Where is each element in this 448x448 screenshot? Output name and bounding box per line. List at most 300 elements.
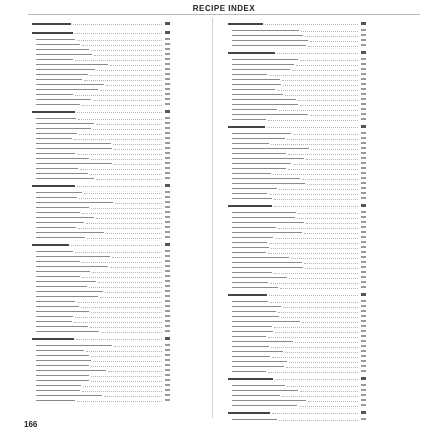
entry-page-mark — [165, 122, 170, 124]
index-entry-line — [228, 299, 366, 303]
entry-text-mark — [232, 89, 275, 90]
entry-page-mark — [165, 211, 170, 213]
entry-text-mark — [232, 212, 296, 213]
entry-page-mark — [165, 275, 170, 277]
index-heading-line — [32, 182, 170, 189]
index-entry-line — [32, 304, 170, 308]
entry-page-mark — [361, 142, 366, 144]
entry-text-mark — [228, 294, 267, 296]
entry-text-mark — [36, 84, 104, 85]
entry-page-mark — [361, 300, 366, 302]
entry-text-mark — [36, 345, 112, 346]
index-entry-line — [228, 369, 366, 373]
index-entry-line — [32, 200, 170, 204]
leader-dots — [300, 391, 358, 392]
leader-dots — [82, 391, 162, 392]
index-entry-line — [228, 107, 366, 111]
entry-page-mark — [361, 256, 366, 258]
entry-page-mark — [361, 360, 366, 362]
index-entry-line — [228, 260, 366, 264]
entry-text-mark — [232, 390, 298, 391]
leader-dots — [93, 361, 162, 362]
index-entry-line — [228, 166, 366, 170]
index-entry-line — [228, 176, 366, 180]
entry-text-mark — [232, 30, 299, 31]
index-entry-line — [228, 186, 366, 190]
entry-page-mark — [165, 167, 170, 169]
index-entry-line — [228, 141, 366, 145]
index-entry-line — [32, 264, 170, 268]
entry-text-mark — [36, 316, 73, 317]
entry-page-mark — [165, 147, 170, 149]
entry-text-mark — [232, 252, 266, 253]
index-entry-line — [32, 190, 170, 194]
index-entry-line — [32, 97, 170, 101]
entry-page-mark — [165, 103, 170, 105]
leader-dots — [74, 139, 162, 140]
entry-text-mark — [36, 227, 76, 228]
index-entry-line — [32, 348, 170, 352]
entry-page-mark — [165, 184, 170, 187]
entry-page-mark — [361, 305, 366, 307]
index-entry-line — [32, 166, 170, 170]
entry-page-mark — [361, 418, 366, 420]
entry-text-mark — [36, 395, 102, 396]
index-heading-line — [228, 375, 366, 382]
entry-text-mark — [232, 133, 291, 134]
entry-text-mark — [232, 385, 285, 386]
entry-text-mark — [36, 123, 94, 124]
leader-dots — [82, 213, 162, 214]
entry-text-mark — [232, 336, 266, 337]
entry-page-mark — [361, 68, 366, 70]
page-number: 166 — [24, 420, 38, 429]
leader-dots — [271, 144, 358, 145]
entry-text-mark — [232, 227, 276, 228]
index-heading-line — [32, 20, 170, 27]
entry-page-mark — [165, 359, 170, 361]
entry-text-mark — [232, 158, 304, 159]
leader-dots — [76, 339, 162, 340]
index-entry-line — [32, 383, 170, 387]
index-entry-line — [228, 210, 366, 214]
leader-dots — [281, 317, 358, 318]
index-entry-line — [32, 92, 170, 96]
leader-dots — [77, 154, 162, 155]
index-entry-line — [32, 388, 170, 392]
title-rule — [28, 14, 420, 15]
entry-page-mark — [361, 73, 366, 75]
entry-text-mark — [232, 316, 279, 317]
leader-dots — [283, 85, 358, 86]
entry-page-mark — [165, 63, 170, 65]
entry-text-mark — [36, 138, 72, 139]
entry-page-mark — [165, 290, 170, 292]
entry-text-mark — [232, 74, 267, 75]
entry-text-mark — [232, 267, 303, 268]
leader-dots — [268, 372, 358, 373]
entry-page-mark — [165, 53, 170, 55]
index-entry-line — [228, 67, 366, 71]
leader-dots — [100, 90, 162, 91]
entry-text-mark — [32, 338, 74, 340]
entry-text-mark — [232, 287, 278, 288]
index-entry-line — [32, 235, 170, 239]
entry-text-mark — [36, 306, 79, 307]
index-heading-line — [228, 123, 366, 130]
leader-dots — [296, 65, 358, 66]
entry-text-mark — [232, 79, 280, 80]
entry-text-mark — [36, 173, 88, 174]
entry-page-mark — [361, 241, 366, 243]
leader-dots — [305, 36, 358, 37]
leader-dots — [300, 60, 358, 61]
entry-text-mark — [36, 370, 106, 371]
index-entry-line — [32, 393, 170, 397]
leader-dots — [302, 322, 358, 323]
leader-dots — [274, 199, 358, 200]
index-entry-line — [32, 220, 170, 224]
leader-dots — [279, 189, 358, 190]
entry-text-mark — [228, 412, 270, 414]
entry-text-mark — [228, 378, 273, 380]
entry-page-mark — [165, 221, 170, 223]
index-entry-line — [32, 314, 170, 318]
leader-dots — [94, 55, 162, 56]
entry-page-mark — [165, 83, 170, 85]
leader-dots — [280, 288, 358, 289]
index-column-right — [228, 18, 366, 418]
entry-text-mark — [36, 133, 77, 134]
entry-page-mark — [361, 137, 366, 139]
entry-page-mark — [361, 172, 366, 174]
leader-dots — [91, 356, 162, 357]
entry-text-mark — [232, 45, 306, 46]
leader-dots — [84, 80, 162, 81]
leader-dots — [271, 248, 358, 249]
index-entry-line — [32, 126, 170, 130]
index-entry-line — [228, 102, 366, 106]
entry-text-mark — [36, 301, 75, 302]
entry-text-mark — [36, 326, 88, 327]
entry-page-mark — [165, 399, 170, 401]
leader-dots — [75, 317, 162, 318]
leader-dots — [91, 381, 162, 382]
entry-text-mark — [36, 69, 95, 70]
entry-text-mark — [228, 52, 275, 54]
leader-dots — [91, 159, 162, 160]
index-heading-line — [32, 335, 170, 342]
leader-dots — [305, 268, 358, 269]
index-entry-line — [32, 254, 170, 258]
entry-page-mark — [165, 162, 170, 164]
leader-dots — [75, 252, 162, 253]
entry-page-mark — [361, 88, 366, 90]
entry-text-mark — [232, 395, 280, 396]
entry-page-mark — [361, 340, 366, 342]
entry-page-mark — [165, 384, 170, 386]
entry-text-mark — [36, 44, 80, 45]
index-entry-line — [228, 265, 366, 269]
leader-dots — [100, 297, 162, 298]
entry-text-mark — [36, 266, 108, 267]
leader-dots — [87, 238, 162, 239]
entry-page-mark — [361, 404, 366, 406]
entry-page-mark — [361, 370, 366, 372]
entry-text-mark — [32, 111, 75, 113]
index-entry-line — [228, 309, 366, 313]
entry-page-mark — [165, 226, 170, 228]
entry-text-mark — [232, 163, 291, 164]
entry-page-mark — [165, 48, 170, 50]
leader-dots — [96, 179, 162, 180]
entry-text-mark — [36, 197, 77, 198]
entry-text-mark — [36, 296, 98, 297]
entry-page-mark — [361, 276, 366, 278]
index-heading-line — [228, 291, 366, 298]
leader-dots — [268, 253, 358, 254]
entry-page-mark — [165, 127, 170, 129]
entry-page-mark — [165, 196, 170, 198]
entry-text-mark — [232, 109, 277, 110]
index-entry-line — [228, 388, 366, 392]
index-entry-line — [228, 161, 366, 165]
leader-dots — [270, 283, 358, 284]
index-entry-line — [228, 280, 366, 284]
entry-text-mark — [232, 64, 294, 65]
leader-dots — [90, 174, 162, 175]
entry-page-mark — [361, 355, 366, 357]
entry-page-mark — [165, 325, 170, 327]
entry-text-mark — [36, 99, 91, 100]
leader-dots — [96, 124, 162, 125]
leader-dots — [86, 351, 162, 352]
entry-page-mark — [165, 315, 170, 317]
entry-text-mark — [228, 23, 263, 25]
index-entry-line — [32, 329, 170, 333]
entry-text-mark — [232, 351, 283, 352]
index-entry-line — [228, 215, 366, 219]
entry-page-mark — [165, 337, 170, 340]
leader-dots — [75, 60, 162, 61]
index-entry-line — [32, 77, 170, 81]
entry-text-mark — [36, 64, 108, 65]
index-entry-line — [32, 249, 170, 253]
entry-page-mark — [165, 236, 170, 238]
entry-text-mark — [32, 32, 73, 34]
entry-text-mark — [36, 256, 110, 257]
index-entry-line — [228, 181, 366, 185]
entry-page-mark — [361, 377, 366, 380]
leader-dots — [77, 401, 162, 402]
leader-dots — [93, 100, 162, 101]
entry-text-mark — [232, 168, 286, 169]
leader-dots — [287, 139, 358, 140]
index-heading-line — [228, 409, 366, 416]
entry-text-mark — [36, 232, 104, 233]
index-entry-line — [228, 57, 366, 61]
entry-text-mark — [36, 207, 89, 208]
entry-page-mark — [165, 201, 170, 203]
index-entry-line — [32, 195, 170, 199]
index-entry-line — [32, 151, 170, 155]
entry-page-mark — [361, 286, 366, 288]
entry-text-mark — [32, 185, 75, 187]
leader-dots — [89, 287, 162, 288]
leader-dots — [96, 218, 162, 219]
entry-text-mark — [232, 143, 269, 144]
leader-dots — [115, 203, 162, 204]
entry-page-mark — [165, 68, 170, 70]
index-entry-line — [228, 136, 366, 140]
entry-page-mark — [361, 335, 366, 337]
leader-dots — [308, 46, 358, 47]
entry-page-mark — [361, 132, 366, 134]
leader-dots — [86, 223, 162, 224]
entry-text-mark — [232, 119, 266, 120]
leader-dots — [108, 371, 162, 372]
entry-page-mark — [165, 117, 170, 119]
index-entry-line — [228, 393, 366, 397]
index-entry-line — [32, 87, 170, 91]
entry-text-mark — [36, 291, 103, 292]
index-entry-line — [228, 151, 366, 155]
index-entry-line — [32, 67, 170, 71]
entry-page-mark — [165, 364, 170, 366]
index-entry-line — [32, 136, 170, 140]
leader-dots — [91, 312, 162, 313]
entry-page-mark — [165, 354, 170, 356]
entry-page-mark — [361, 83, 366, 85]
entry-text-mark — [232, 321, 300, 322]
entry-text-mark — [36, 380, 89, 381]
entry-text-mark — [232, 104, 298, 105]
leader-dots — [97, 70, 162, 71]
entry-text-mark — [232, 138, 285, 139]
entry-page-mark — [361, 187, 366, 189]
entry-text-mark — [36, 153, 75, 154]
index-entry-line — [32, 156, 170, 160]
entry-page-mark — [165, 216, 170, 218]
leader-dots — [112, 257, 162, 258]
leader-dots — [274, 327, 358, 328]
entry-text-mark — [232, 272, 272, 273]
entry-page-mark — [165, 177, 170, 179]
leader-dots — [104, 396, 162, 397]
index-entry-line — [228, 339, 366, 343]
entry-text-mark — [232, 282, 268, 283]
index-entry-line — [228, 196, 366, 200]
entry-text-mark — [232, 99, 296, 100]
index-entry-line — [228, 329, 366, 333]
index-entry-line — [32, 205, 170, 209]
leader-dots — [114, 346, 162, 347]
index-entry-line — [32, 343, 170, 347]
entry-text-mark — [36, 251, 73, 252]
entry-text-mark — [36, 355, 89, 356]
index-entry-line — [32, 230, 170, 234]
entry-page-mark — [165, 265, 170, 267]
entry-text-mark — [232, 183, 305, 184]
entry-page-mark — [361, 58, 366, 60]
entry-page-mark — [361, 29, 366, 31]
entry-text-mark — [36, 128, 91, 129]
entry-page-mark — [165, 98, 170, 100]
entry-text-mark — [232, 371, 266, 372]
leader-dots — [286, 367, 358, 368]
index-entry-line — [32, 358, 170, 362]
index-heading-line — [32, 29, 170, 36]
leader-dots — [91, 50, 162, 51]
index-entry-line — [32, 47, 170, 51]
index-entry-line — [32, 299, 170, 303]
leader-dots — [77, 186, 162, 187]
leader-dots — [101, 332, 162, 333]
leader-dots — [74, 322, 162, 323]
leader-dots — [311, 149, 358, 150]
leader-dots — [274, 273, 358, 274]
index-heading-line — [228, 49, 366, 56]
entry-text-mark — [232, 356, 270, 357]
entry-text-mark — [36, 400, 75, 401]
index-entry-line — [228, 87, 366, 91]
leader-dots — [270, 302, 358, 303]
entry-page-mark — [361, 236, 366, 238]
index-entry-line — [228, 230, 366, 234]
entry-page-mark — [361, 330, 366, 332]
entry-page-mark — [165, 389, 170, 391]
leader-dots — [299, 406, 358, 407]
entry-text-mark — [36, 321, 72, 322]
entry-page-mark — [165, 285, 170, 287]
index-entry-line — [228, 354, 366, 358]
entry-text-mark — [232, 326, 272, 327]
leader-dots — [293, 164, 358, 165]
entry-page-mark — [361, 231, 366, 233]
leader-dots — [291, 258, 358, 259]
leader-dots — [114, 149, 162, 150]
leader-dots — [91, 376, 162, 377]
entry-page-mark — [361, 204, 366, 207]
entry-text-mark — [36, 222, 84, 223]
entry-page-mark — [361, 182, 366, 184]
index-entry-line — [228, 359, 366, 363]
entry-page-mark — [165, 320, 170, 322]
entry-text-mark — [36, 261, 80, 262]
index-entry-line — [228, 131, 366, 135]
entry-text-mark — [32, 23, 71, 25]
index-entry-line — [228, 72, 366, 76]
index-entry-line — [32, 284, 170, 288]
index-entry-line — [228, 117, 366, 121]
leader-dots — [82, 45, 162, 46]
entry-page-mark — [165, 206, 170, 208]
leader-dots — [98, 282, 162, 283]
index-heading-line — [228, 202, 366, 209]
entry-page-mark — [361, 118, 366, 120]
entry-text-mark — [36, 143, 111, 144]
entry-page-mark — [165, 132, 170, 134]
leader-dots — [268, 120, 358, 121]
index-entry-line — [228, 62, 366, 66]
leader-dots — [82, 277, 162, 278]
entry-text-mark — [232, 148, 309, 149]
entry-text-mark — [36, 192, 82, 193]
entry-text-mark — [232, 198, 272, 199]
entry-text-mark — [36, 178, 94, 179]
index-entry-line — [32, 353, 170, 357]
index-entry-line — [228, 235, 366, 239]
